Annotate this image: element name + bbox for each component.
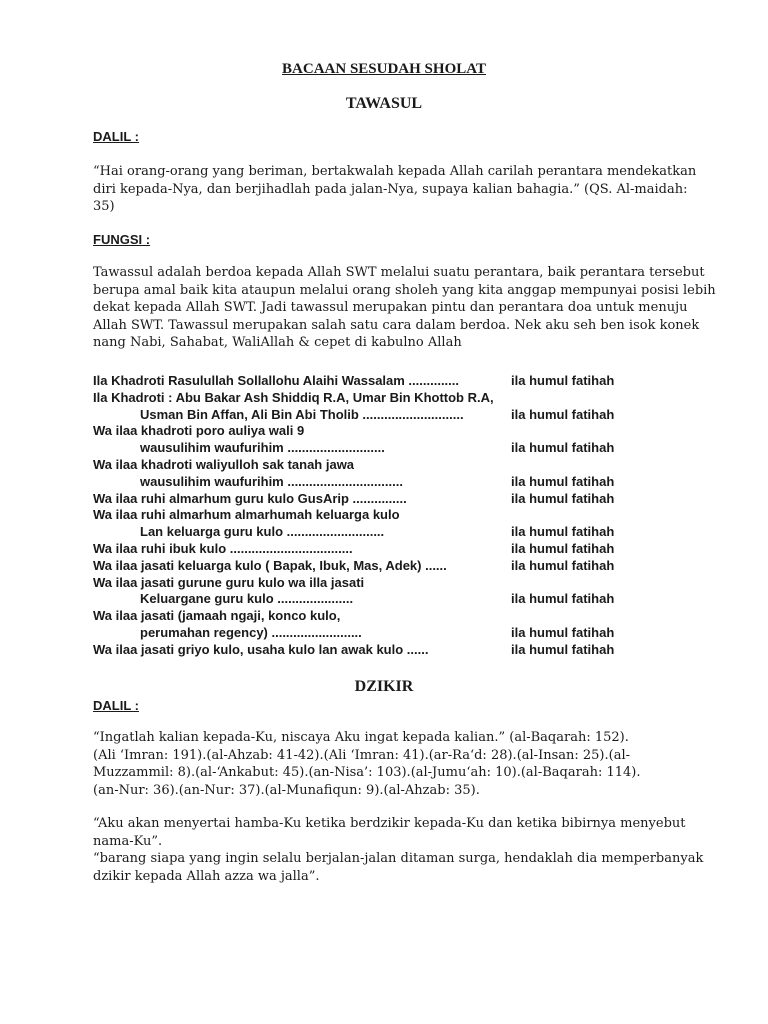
tawasul-line-text: Wa ilaa jasati (jamaah ngaji, konco kulo,: [93, 608, 341, 624]
tawasul-line: [93, 642, 653, 659]
tawasul-line: [93, 474, 653, 491]
tawasul-line-text: Keluargane guru kulo .....................: [140, 591, 354, 607]
tawasul-line-text: Lan keluarga guru kulo ...........................: [140, 524, 385, 540]
tawasul-fungsi-text: [93, 264, 716, 352]
document-title: BACAAN SESUDAH SHOLAT: [282, 61, 486, 77]
tawasul-line-response: ila humul fatihah: [511, 557, 615, 573]
dalil-line: 35): [93, 199, 115, 214]
tawasul-line-response: ila humul fatihah: [511, 641, 615, 657]
dzikir-line: dzikir kepada Allah azza wa jalla”.: [93, 868, 320, 884]
dzikir-dalil-label: DALIL :: [93, 698, 139, 713]
tawasul-line-text: perumahan regency) .........................: [140, 624, 362, 640]
tawasul-dalil-text: [93, 163, 697, 216]
tawasul-line-text: Wa ilaa khadroti poro auliya wali 9: [93, 423, 305, 439]
dzikir-hadith-text: [93, 815, 704, 885]
tawasul-line: [93, 625, 653, 642]
tawasul-line-text: Wa ilaa ruhi almarhum guru kulo GusArip ...............: [93, 490, 407, 506]
tawasul-line-response: ila humul fatihah: [511, 373, 615, 388]
dzikir-heading: DZIKIR: [354, 678, 414, 695]
tawasul-list: [93, 373, 653, 659]
tawasul-fungsi-label: FUNGSI :: [93, 232, 151, 247]
tawasul-line-text: Ila Khadroti : Abu Bakar Ash Shiddiq R.A, Umar Bin Khottob R.A,: [93, 389, 494, 405]
dzikir-line: “Aku akan menyertai hamba-Ku ketika berdzikir kepada-Ku dan ketika bibirnya menyebut: [93, 816, 686, 831]
tawasul-line: [93, 608, 653, 625]
tawasul-line-response: ila humul fatihah: [511, 473, 615, 489]
fungsi-line: Allah SWT. Tawassul merupakan salah satu cara dalam berdoa. Nek aku seh ben isok konek: [93, 317, 700, 333]
tawasul-heading: TAWASUL: [345, 95, 423, 112]
tawasul-line: [93, 541, 653, 558]
tawasul-line-text: Wa ilaa ruhi almarhum almarhumah keluarga kulo: [93, 507, 400, 523]
tawasul-line: [93, 558, 653, 575]
tawasul-line-response: ila humul fatihah: [511, 624, 615, 640]
tawasul-line: [93, 457, 653, 474]
dzikir-line: (Ali ‘Imran: 191).(al-Ahzab: 41-42).(Ali ‘Imran: 41).(ar-Ra‘d: 28).(al-Insan: 25).(al-: [93, 747, 630, 763]
fungsi-line: dekat kepada Allah SWT. Jadi tawassul merupakan pintu dan perantara doa untuk menuju: [93, 300, 688, 315]
tawasul-line: [93, 440, 653, 457]
tawasul-line-text: Ila Khadroti Rasulullah Sollallohu Alaihi Wassalam ..............: [93, 373, 459, 388]
tawasul-line: [93, 507, 653, 524]
tawasul-line-text: Wa ilaa jasati gurune guru kulo wa illa jasati: [93, 574, 365, 590]
tawasul-line-text: Usman Bin Affan, Ali Bin Abi Tholib ............................: [140, 406, 464, 422]
tawasul-line-text: Wa ilaa ruhi ibuk kulo ..................................: [93, 540, 353, 556]
tawasul-line: [93, 390, 653, 407]
tawasul-line-text: Wa ilaa khadroti waliyulloh sak tanah jawa: [93, 456, 355, 472]
tawasul-line: [93, 575, 653, 592]
tawasul-line-text: wausulihim waufurihim ...........................: [140, 440, 385, 456]
tawasul-line: [93, 423, 653, 440]
tawasul-line-response: ila humul fatihah: [511, 490, 615, 506]
tawasul-line-text: wausulihim waufurihim ................................: [140, 473, 403, 489]
tawasul-line: [93, 524, 653, 541]
fungsi-line: Tawassul adalah berdoa kepada Allah SWT melalui suatu perantara, baik perantara tersebut: [93, 265, 705, 280]
tawasul-dalil-label: DALIL :: [93, 129, 139, 144]
tawasul-line-response: ila humul fatihah: [511, 440, 615, 456]
fungsi-line: berupa amal baik kita ataupun melalui orang sholeh yang kita anggap mempunyai posisi lebih: [93, 282, 716, 298]
tawasul-line-response: ila humul fatihah: [511, 591, 615, 607]
dzikir-line: “barang siapa yang ingin selalu berjalan-jalan ditaman surga, hendaklah dia memperbanyak: [93, 851, 704, 866]
tawasul-line-response: ila humul fatihah: [511, 540, 615, 556]
dalil-line: diri kepada-Nya, dan berjihadlah pada jalan-Nya, supaya kalian bahagia.” (QS. Al-maidah:: [93, 181, 688, 197]
tawasul-line: [93, 591, 653, 608]
tawasul-line-response: ila humul fatihah: [511, 406, 615, 422]
tawasul-line-response: ila humul fatihah: [511, 524, 615, 540]
tawasul-line-text: Wa ilaa jasati keluarga kulo ( Bapak, Ibuk, Mas, Adek) ......: [93, 557, 447, 573]
tawasul-line-text: Wa ilaa jasati griyo kulo, usaha kulo lan awak kulo ......: [93, 641, 429, 657]
dzikir-line: nama-Ku”.: [93, 833, 163, 849]
dzikir-line: “Ingatlah kalian kepada-Ku, niscaya Aku ingat kepada kalian.” (al-Baqarah: 152).: [93, 730, 629, 745]
dzikir-line: Muzzammil: 8).(al-‘Ankabut: 45).(an-Nisa’: 103).(al-Jumu‘ah: 10).(al-Baqarah: 114).: [93, 765, 641, 780]
tawasul-line: [93, 491, 653, 508]
dalil-line: “Hai orang-orang yang beriman, bertakwalah kepada Allah carilah perantara mendekatkan: [93, 164, 697, 179]
dzikir-line: (an-Nur: 36).(an-Nur: 37).(al-Munafiqun: 9).(al-Ahzab: 35).: [93, 782, 480, 798]
tawasul-line: [93, 407, 653, 424]
dzikir-dalil-text: [93, 729, 676, 799]
tawasul-line: [93, 373, 653, 390]
fungsi-line: nang Nabi, Sahabat, WaliAllah & cepet di kabulno Allah: [93, 335, 462, 350]
